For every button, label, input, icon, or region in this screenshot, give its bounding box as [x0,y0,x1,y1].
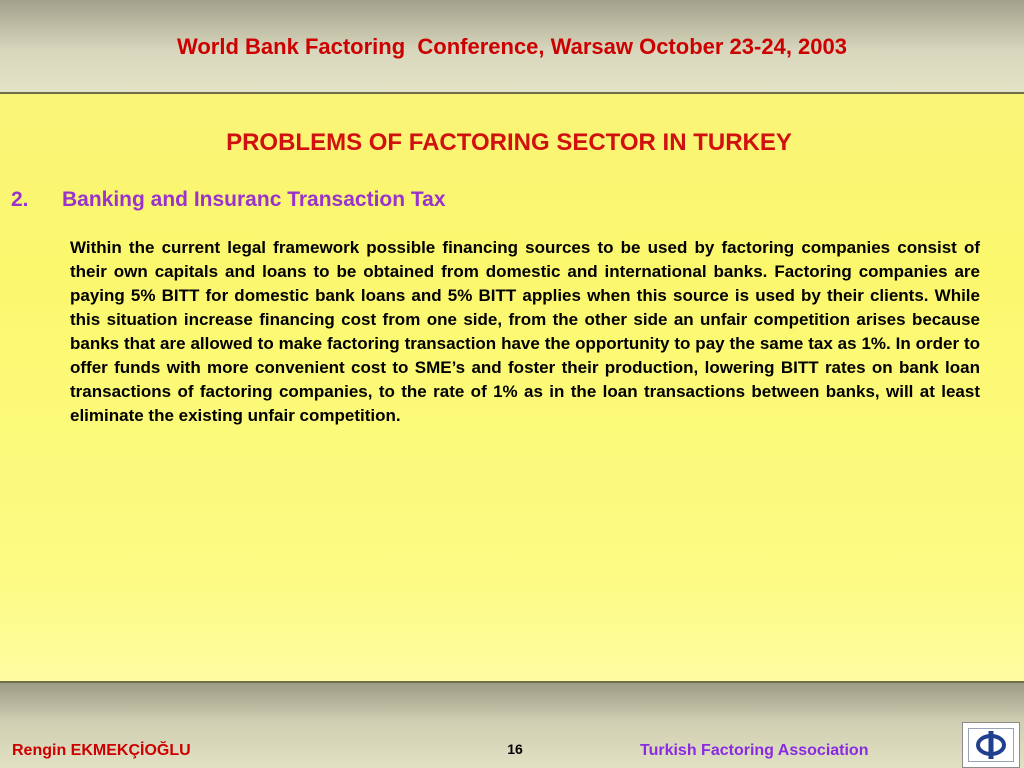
header-title: World Bank Factoring Conference, Warsaw October 23-24, 2003 [177,34,847,59]
slide-title: PROBLEMS OF FACTORING SECTOR IN TURKEY [226,129,792,156]
footer-organization: Turkish Factoring Association [640,742,869,759]
association-logo [962,722,1020,768]
header-band [0,0,1024,94]
page-number: 16 [507,741,523,757]
phi-logo-icon [968,728,1014,762]
footer-author: Rengin EKMEKÇİOĞLU [12,742,191,759]
body-paragraph: Within the current legal framework possible financing sources to be used by factoring companies consist of their own capitals and loans to be obtained from domestic and international banks. Factoring companies are paying 5% BITT for domestic bank loans and 5% BITT applies when this source is used by their clients. While this situation increase financing cost from one side, from the other side an unfair competition arises because banks that are allowed to make factoring transaction have the opportunity to pay the same tax as 1%. In order to offer funds with more convenient cost to SME’s and foster their production, lowering BITT rates on bank loan transactions of factoring companies, to the rate of 1% as in the loan transactions between banks, will at least eliminate the existing unfair competition. [70,238,995,425]
point-number: 2. [11,188,29,211]
point-heading: Banking and Insuranc Transaction Tax [62,188,446,211]
